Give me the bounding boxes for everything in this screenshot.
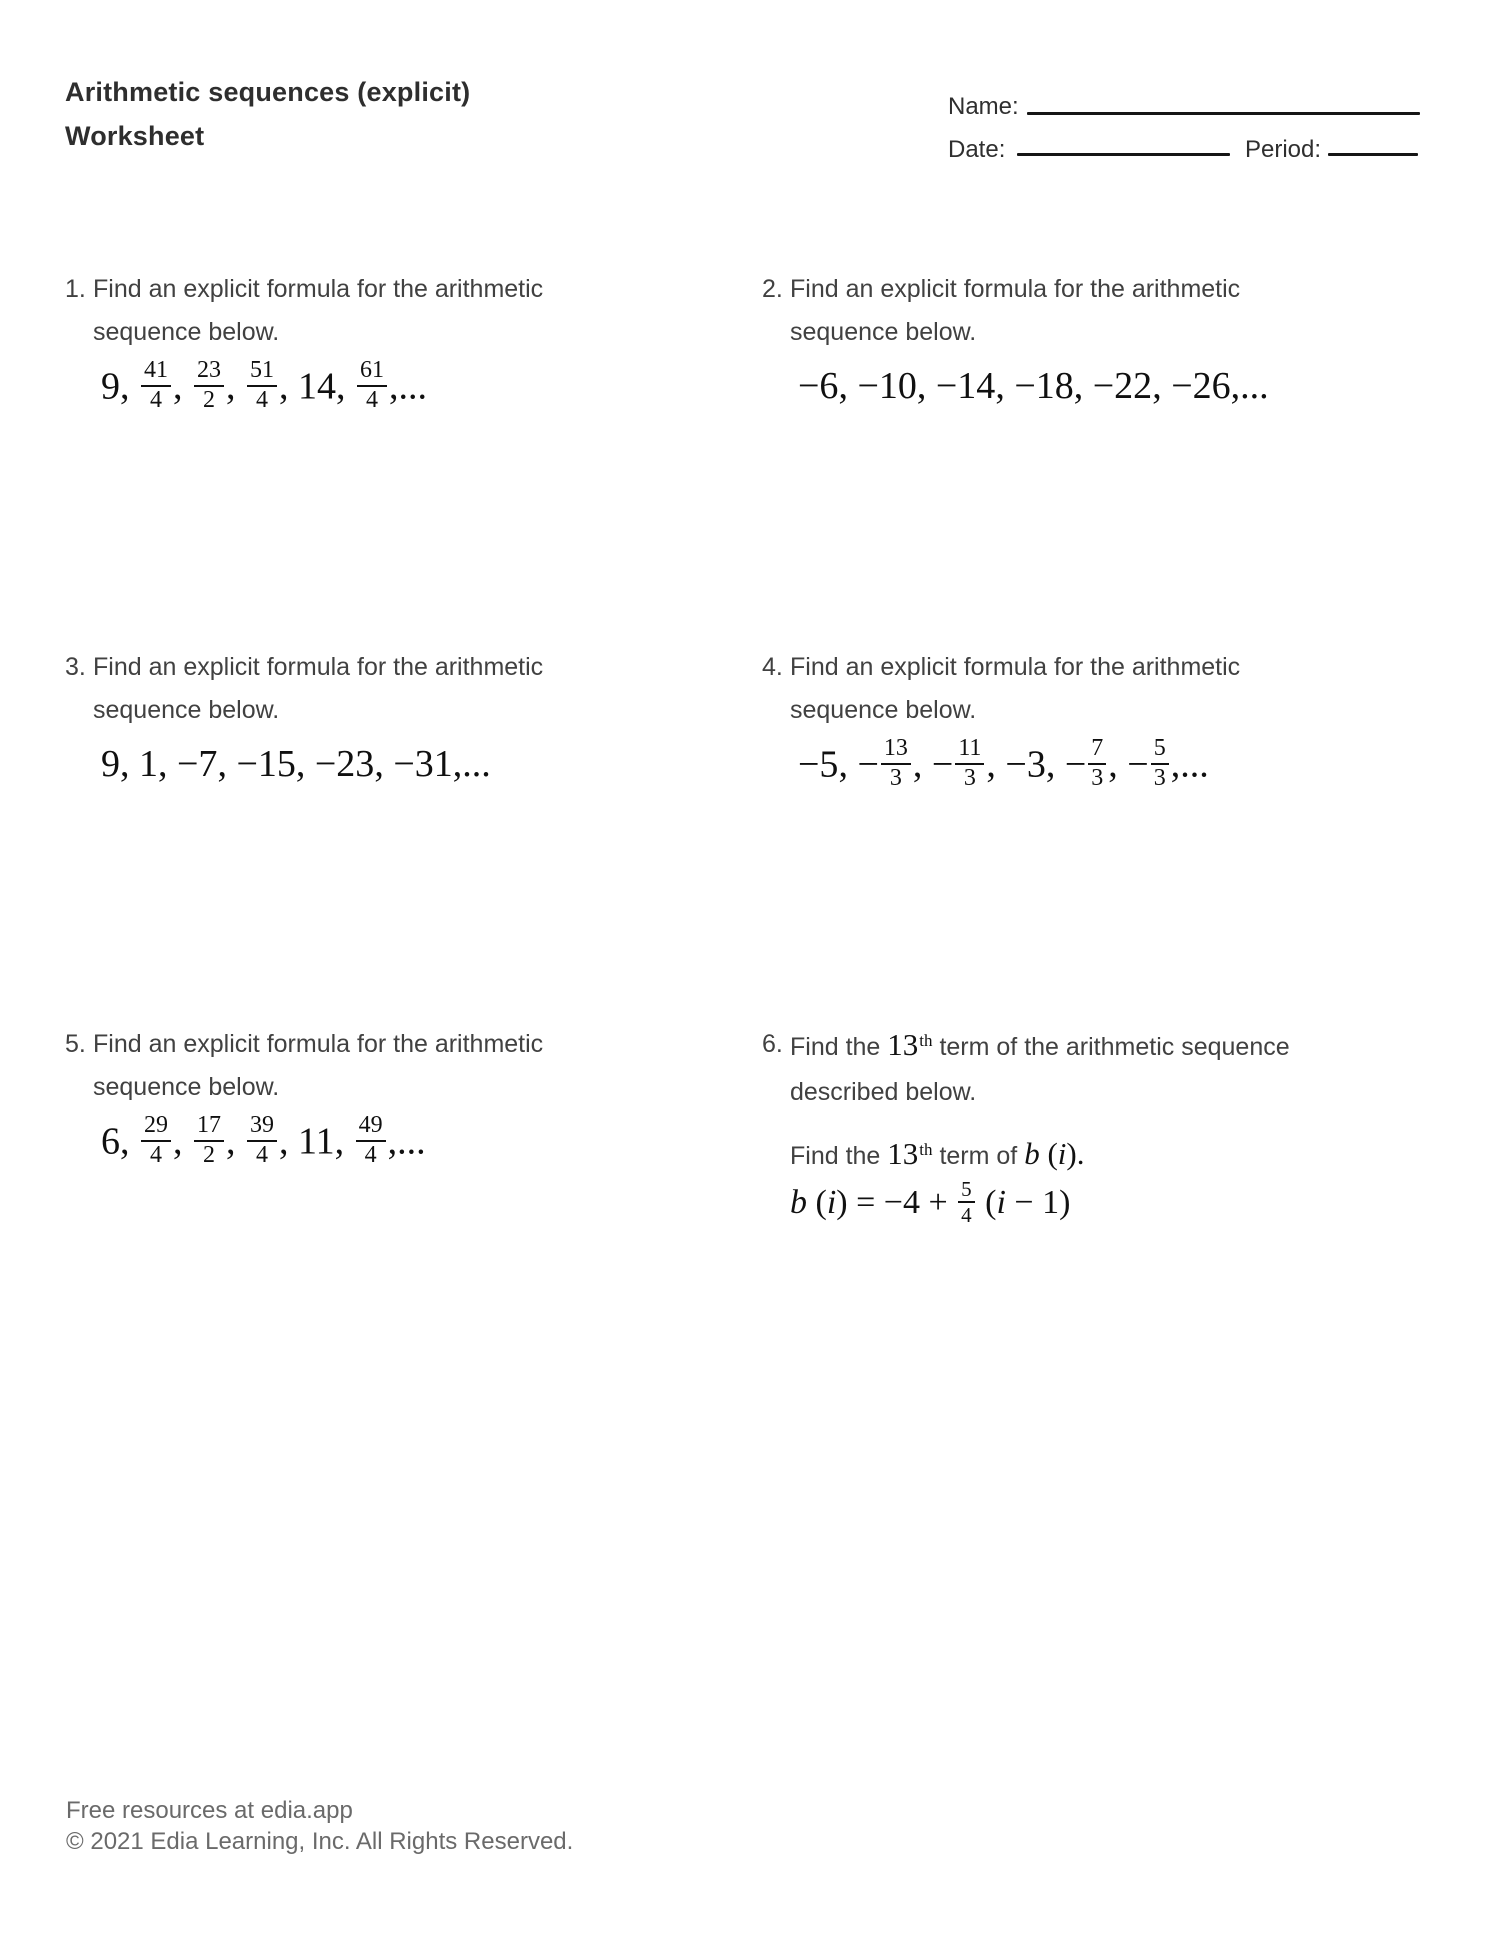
problem-4-number: 4. xyxy=(762,653,783,681)
problem-4-statement xyxy=(790,646,1290,732)
problem-6 xyxy=(762,1023,1410,1230)
problem-6-statement-post: term of the arithmetic sequence xyxy=(932,1033,1290,1061)
problem-6-statement-ordinal: 13 xyxy=(887,1027,919,1062)
problem-3-number: 3. xyxy=(65,653,86,681)
problem-3-statement-line1: Find an explicit formula for the arithmetic xyxy=(93,653,544,681)
problem-5-sequence: 6, $\frac{29}{4}$ , $\frac{17}{2}$ , $\frac{39}{4}$ , 11, $\frac{49}{4}$ ,... xyxy=(101,1112,426,1168)
problem-1-statement-line1: Find an explicit formula for the arithmetic xyxy=(93,275,544,303)
fraction: $\frac{49}{4}$ xyxy=(356,1113,386,1169)
problem-6-sub-pre: Find the xyxy=(790,1142,888,1170)
problem-4-statement-line1: Find an explicit formula for the arithmetic xyxy=(790,653,1241,681)
problem-6-subquestion xyxy=(790,1132,1410,1180)
problem-6-statement-line2: described below. xyxy=(790,1078,977,1106)
fraction: $\frac{17}{2}$ xyxy=(194,1113,224,1169)
problem-2-statement-line2: sequence below. xyxy=(790,318,977,346)
problem-6-sub-ordinal-sup: th xyxy=(919,1139,933,1159)
problem-4-sequence: −5, − $\frac{13}{3}$ , − $\frac{11}{3}$ , −3, − $\frac{7}{3}$ , − $\frac{5}{3}$ ,... xyxy=(798,735,1209,791)
fraction: $\frac{11}{3}$ xyxy=(955,736,984,792)
fraction: $\frac{7}{3}$ xyxy=(1088,736,1106,792)
problem-2-number: 2. xyxy=(762,275,783,303)
page-title xyxy=(65,70,470,158)
date-field-label: Date: xyxy=(948,136,1006,163)
problem-2-sequence: −6, −10, −14, −18, −22, −26,... xyxy=(798,365,1269,407)
problem-3-sequence: 9, 1, −7, −15, −23, −31,... xyxy=(101,743,491,785)
problem-6-sub-post: term of xyxy=(932,1142,1025,1170)
name-field-label: Name: xyxy=(948,93,1019,120)
problem-6-number: 6. xyxy=(762,1030,783,1058)
period-blank-line xyxy=(1328,153,1418,156)
date-blank-line xyxy=(1017,153,1230,156)
period-field-label: Period: xyxy=(1245,136,1322,163)
footer-copyright-text: © 2021 Edia Learning, Inc. All Rights Reserved. xyxy=(66,1828,574,1855)
problem-6-sub-function: b (i) xyxy=(1024,1136,1077,1171)
problem-6-statement-pre: Find the xyxy=(790,1033,888,1061)
footer-resources-text: Free resources at edia.app xyxy=(66,1797,353,1824)
fraction: $\frac{5}{4}$ xyxy=(958,1178,975,1227)
problem-6-statement-ordinal-sup: th xyxy=(919,1030,933,1050)
problem-5-statement xyxy=(93,1023,593,1109)
problem-1-statement-line2: sequence below. xyxy=(93,318,280,346)
problem-4-statement-line2: sequence below. xyxy=(790,696,977,724)
problem-6-statement xyxy=(790,1023,1410,1114)
problem-3-statement-line2: sequence below. xyxy=(93,696,280,724)
problem-3-statement xyxy=(93,646,593,732)
problem-5-statement-line2: sequence below. xyxy=(93,1073,280,1101)
fraction: $\frac{5}{3}$ xyxy=(1151,736,1169,792)
fraction: $\frac{13}{3}$ xyxy=(881,736,911,792)
fraction: $\frac{41}{4}$ xyxy=(141,358,171,414)
fraction: $\frac{39}{4}$ xyxy=(247,1113,277,1169)
problem-4 xyxy=(762,646,1290,796)
page-title-line1: Arithmetic sequences (explicit) xyxy=(65,77,471,107)
problem-6-sub-ordinal: 13 xyxy=(887,1136,919,1171)
problem-6-equation: b (i) = −4 + $\frac{5}{4}$ (i − 1) xyxy=(790,1176,1071,1228)
problem-2-statement-line1: Find an explicit formula for the arithmetic xyxy=(790,275,1241,303)
problem-5-number: 5. xyxy=(65,1030,86,1058)
problem-1-sequence: 9, $\frac{41}{4}$ , $\frac{23}{2}$ , $\frac{51}{4}$ , 14, $\frac{61}{4}$ ,... xyxy=(101,357,427,413)
problem-2-statement xyxy=(790,268,1290,354)
page-title-line2: Worksheet xyxy=(65,121,205,151)
fraction: $\frac{51}{4}$ xyxy=(247,358,277,414)
problem-5 xyxy=(65,1023,593,1173)
fraction: $\frac{61}{4}$ xyxy=(357,358,387,414)
problem-1-number: 1. xyxy=(65,275,86,303)
problem-3 xyxy=(65,646,593,788)
problem-1-statement xyxy=(93,268,593,354)
problem-1 xyxy=(65,268,593,418)
fraction: $\frac{23}{2}$ xyxy=(194,358,224,414)
problem-5-statement-line1: Find an explicit formula for the arithmetic xyxy=(93,1030,544,1058)
page-footer xyxy=(66,1795,573,1857)
name-blank-line xyxy=(1027,112,1420,115)
problem-6-sub-period: . xyxy=(1076,1136,1085,1171)
problem-2 xyxy=(762,268,1290,410)
fraction: $\frac{29}{4}$ xyxy=(141,1113,171,1169)
